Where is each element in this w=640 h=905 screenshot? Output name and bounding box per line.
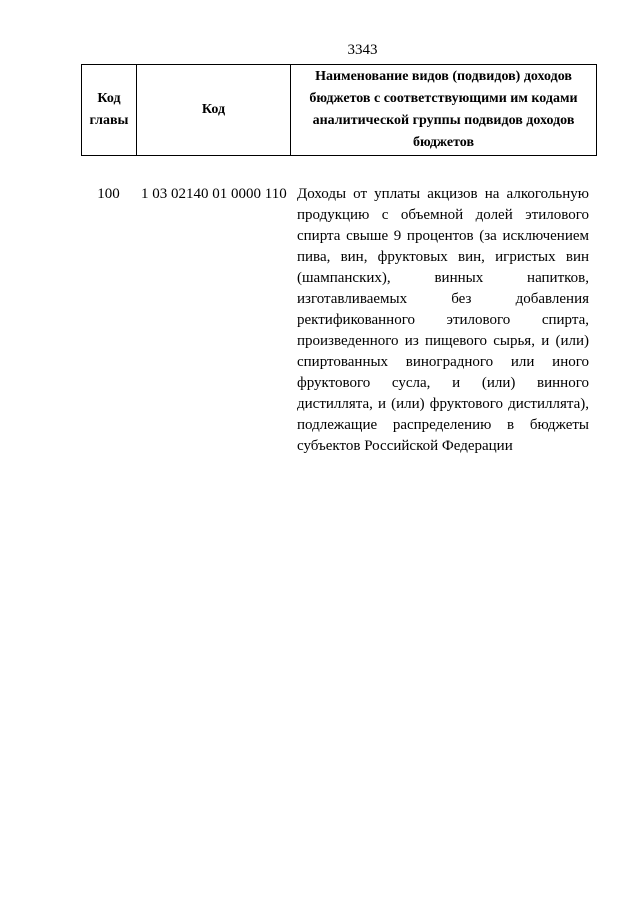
row-name-line: спиртованных виноградного или иного (297, 354, 589, 370)
row-code: 1 03 02140 01 0000 110 (141, 186, 287, 202)
row-chapter-code: 100 (97, 186, 120, 202)
header-chapter-code: Код главы (82, 65, 137, 156)
row-name-line: ректификованного этилового спирта, (297, 312, 589, 328)
table-header (81, 64, 597, 156)
row-name-line: спирта свыше 9 процентов (за исключением (297, 228, 589, 244)
header-code: Код (137, 65, 291, 156)
header-name: Наименование видов (подвидов) доходов бюджетов с соответствующими им кодами аналитической группы подвидов доходов бюджетов (291, 65, 597, 156)
row-name-line: продукцию с объемной долей этилового (297, 207, 589, 223)
row-name-line: Доходы от уплаты акцизов на алкогольную (297, 186, 589, 202)
row-name-line: дистиллята, и (или) фруктового дистиллята), (297, 396, 589, 412)
row-name-line: подлежащие распределению в бюджеты (297, 417, 589, 433)
row-name-line: (шампанских), винных напитков, (297, 270, 589, 286)
page-number: 3343 (347, 42, 378, 58)
row-name (297, 184, 589, 457)
row-name-line: изготавливаемых без добавления (297, 291, 589, 307)
row-name-line: фруктового сусла, и (или) винного (297, 375, 589, 391)
row-name-line: произведенного из пищевого сырья, и (или) (297, 333, 589, 349)
row-name-line: пива, вин, фруктовых вин, игристых вин (297, 249, 589, 265)
row-name-line: субъектов Российской Федерации (297, 438, 513, 454)
